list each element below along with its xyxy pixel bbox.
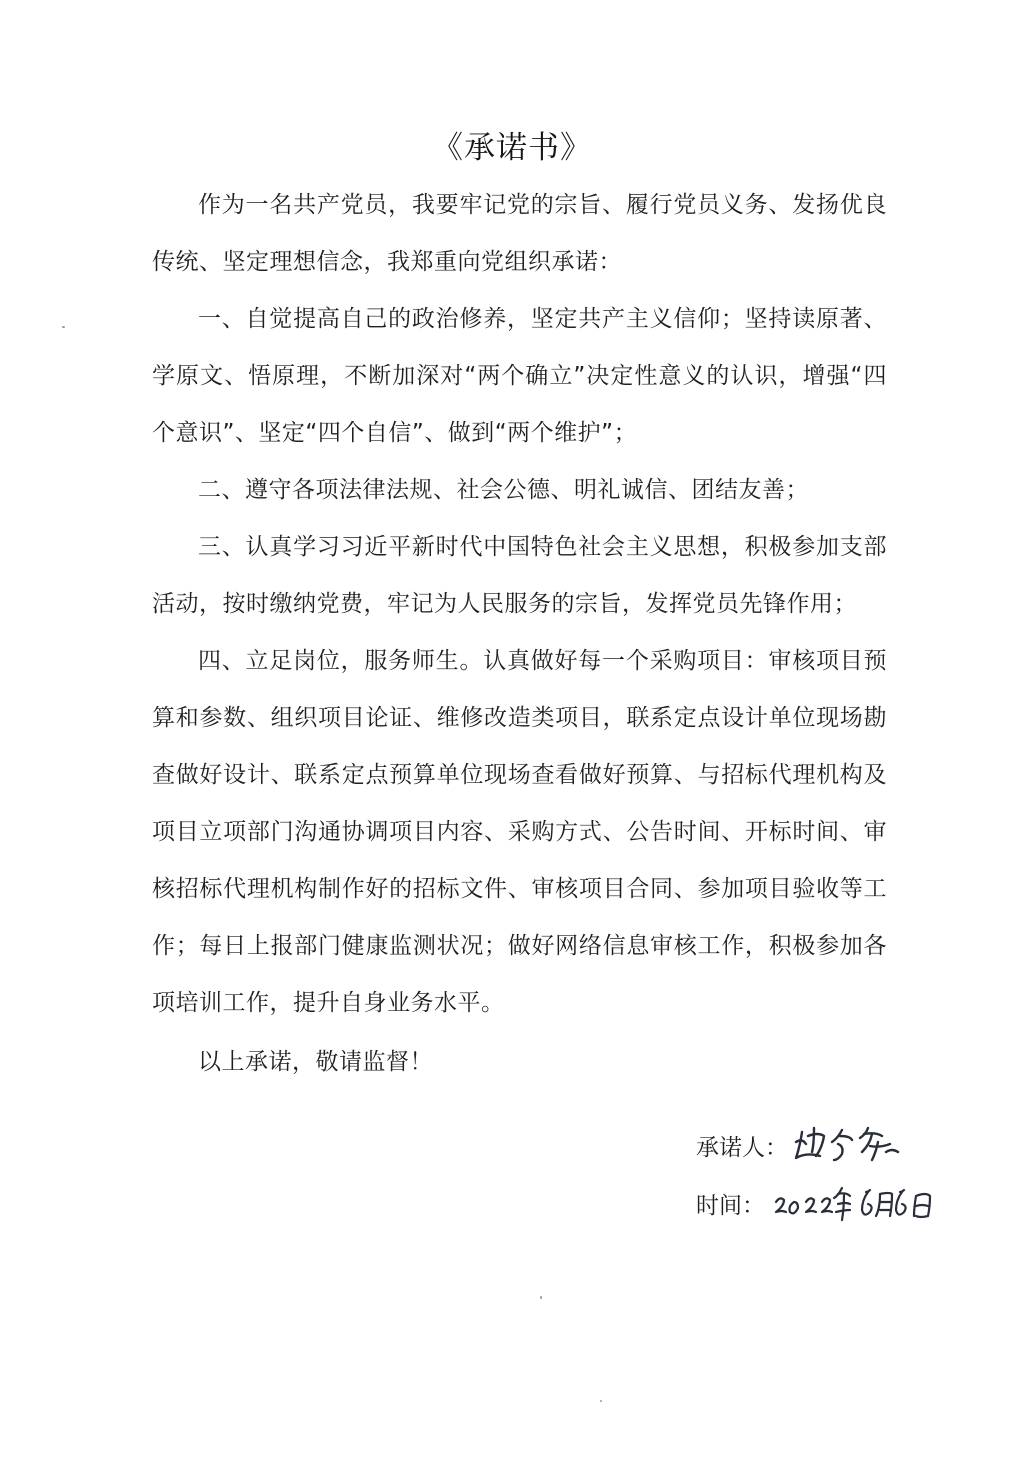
handwritten-signature xyxy=(792,1122,932,1174)
signer-row xyxy=(696,1118,996,1176)
signer-label: 承诺人： xyxy=(696,1134,788,1161)
document-title: 《承诺书》 xyxy=(432,130,592,166)
handwritten-date xyxy=(772,1180,948,1232)
date-label: 时间： xyxy=(696,1192,765,1219)
document-body xyxy=(152,177,887,1091)
paragraph-item-4: 四、立足岗位，服务师生。认真做好每一个采购项目：审核项目预算和参数、组织项目论证、维修改造类项目，联系定点设计单位现场勘查做好设计、联系定点预算单位现场查看做好预算、与招标代理机构及项目立项部门沟通协调项目内容、采购方式、公告时间、开标时间、审核招标代理机构制作好的招标文件、审核项目合同、参加项目验收等工作；每日上报部门健康监测状况；做好网络信息审核工作，积极参加各项培训工作，提升自身业务水平。 xyxy=(152,648,887,1016)
scan-speck xyxy=(540,1296,542,1299)
signature-block xyxy=(696,1118,996,1234)
paragraph-item-2: 二、遵守各项法律法规、社会公德、明礼诚信、团结友善； xyxy=(198,477,809,503)
date-row xyxy=(696,1176,996,1234)
paragraph-intro: 作为一名共产党员，我要牢记党的宗旨、履行党员义务、发扬优良传统、坚定理想信念，我郑重向党组织承诺： xyxy=(152,192,887,275)
scan-speck xyxy=(62,326,65,328)
paragraph-item-3: 三、认真学习习近平新时代中国特色社会主义思想，积极参加支部活动，按时缴纳党费，牢记为人民服务的宗旨，发挥党员先锋作用； xyxy=(152,534,887,617)
scan-speck xyxy=(600,1400,602,1402)
paragraph-item-1: 一、自觉提高自己的政治修养，坚定共产主义信仰；坚持读原著、学原文、悟原理，不断加深对“两个确立”决定性意义的认识，增强“四个意识”、坚定“四个自信”、做到“两个维护”； xyxy=(152,306,887,446)
paragraph-closing: 以上承诺，敬请监督！ xyxy=(198,1049,433,1075)
